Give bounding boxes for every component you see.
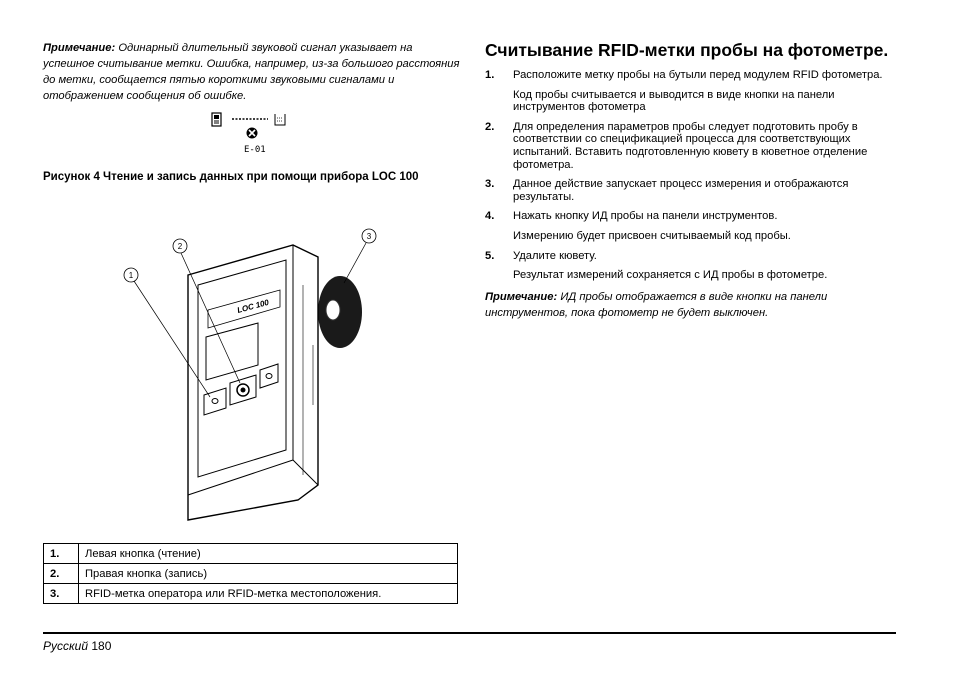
callout-2-label: 2 [177, 242, 183, 251]
table-row [44, 584, 458, 604]
table-row [44, 564, 458, 584]
step-text: Для определения параметров пробы следует подготовить пробу в соответствии со спецификацией процесса для соответствующих испытаний. Вставить подготовленную кювету в кюветное отделение фотометра. [513, 120, 868, 171]
table-row [44, 544, 458, 564]
legend-text: Правая кнопка (запись) [79, 564, 458, 584]
callout-1-label: 1 [128, 271, 134, 280]
device-label: LOC 100 [236, 297, 270, 315]
step-number: 5. [485, 249, 495, 262]
step-text: Расположите метку пробы на бутыли перед модулем RFID фотометра. [513, 69, 883, 81]
callout-3-label: 3 [366, 232, 372, 241]
note-label: Примечание: [485, 290, 558, 303]
legend-text: Левая кнопка (чтение) [79, 544, 458, 564]
legend-text: RFID-метка оператора или RFID-метка местоположения. [79, 584, 458, 604]
legend-num: 1. [44, 544, 79, 564]
figure-legend-table [43, 543, 458, 604]
step-result: Код пробы считывается и выводится в виде кнопки на панели инструментов фотометра [513, 88, 835, 114]
note-paragraph [43, 40, 463, 104]
step-number: 1. [485, 69, 495, 81]
list-item [485, 178, 900, 203]
figure-caption: Рисунок 4 Чтение и запись данных при помощи прибора LOC 100 [43, 171, 419, 183]
legend-num: 3. [44, 584, 79, 604]
note-label: Примечание: [43, 42, 116, 54]
list-item [485, 121, 900, 171]
step-text: Удалите кювету. [513, 249, 597, 262]
note-text: Одинарный длительный звуковой сигнал указывает на успешное считывание метки. Ошибка, например, из-за большого расстояния до метки, сообщается пятью короткими звуковыми сигналами и отображением сообщения об ошибке. [43, 42, 460, 102]
loc100-device-illustration [118, 225, 398, 525]
footer-divider [43, 632, 896, 634]
section-heading: Считывание RFID-метки пробы на фотометре. [485, 40, 889, 60]
list-item [485, 250, 900, 263]
footer-language: Русский [43, 639, 89, 653]
page-number: 180 [91, 639, 112, 653]
list-item [485, 210, 900, 223]
note-paragraph [485, 289, 900, 321]
step-number: 2. [485, 120, 495, 133]
legend-num: 2. [44, 564, 79, 584]
rfid-tag-disc [318, 276, 362, 348]
step-text: Данное действие запускает процесс измерения и отображаются результаты. [513, 178, 849, 203]
list-item [485, 69, 900, 82]
step-result: Результат измерений сохраняется с ИД пробы в фотометре. [513, 269, 828, 282]
step-result: Измерению будет присвоен считываемый код пробы. [513, 229, 791, 242]
right-column [485, 40, 900, 321]
note-text: ИД пробы отображается в виде кнопки на панели инструментов, пока фотометр не будет выключен. [485, 290, 828, 319]
page-footer [43, 639, 111, 653]
step-text: Нажать кнопку ИД пробы на панели инструментов. [513, 210, 778, 223]
step-number: 3. [485, 178, 495, 191]
step-number: 4. [485, 210, 495, 223]
error-code: E-01 [244, 145, 266, 155]
